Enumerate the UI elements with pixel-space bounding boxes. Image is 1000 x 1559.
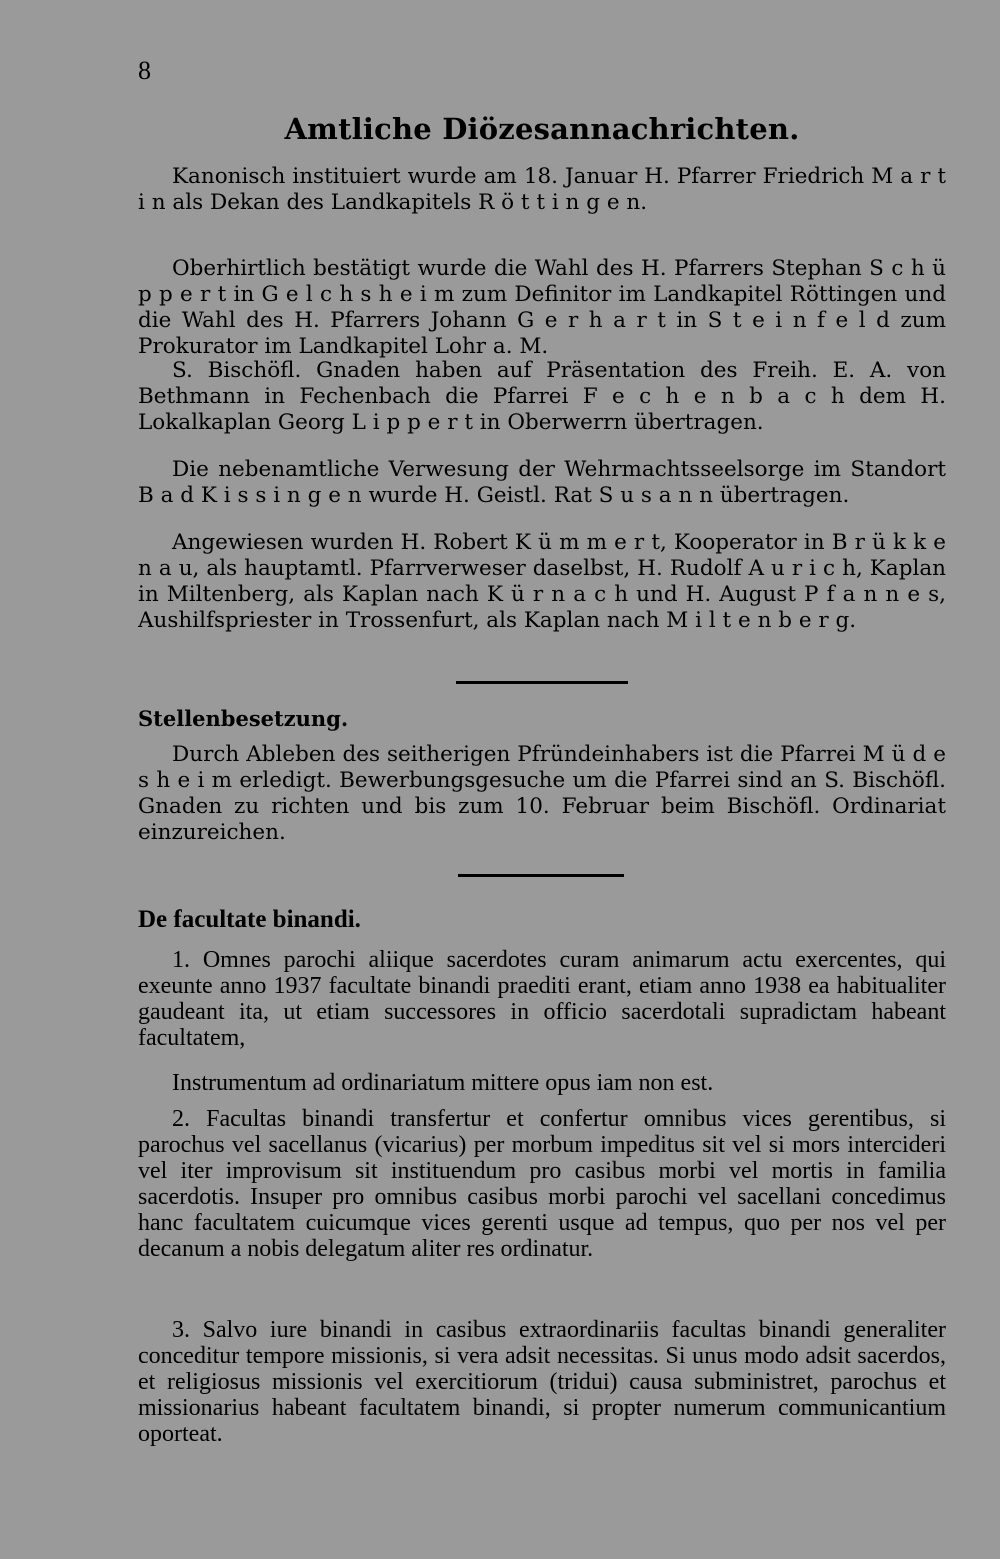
paragraph-presentation: S. Bischöfl. Gnaden haben auf Präsentation des Freih. E. A. von Bethmann in Fechenbach die Pfarrei F e c h e n b a c h dem H. Lokalkaplan Georg L i p p e r t in Oberwerrn übertragen.	[138, 358, 946, 435]
paragraph-vacancy: Durch Ableben des seitherigen Pfründeinhabers ist die Pfarrei M ü d e s h e i m erledigt. Bewerbungsgesuche um die Pfarrei sind an S. Bischöfl. Gnaden zu richten und bis zum 10. Februar beim Bischöfl. Ordinariat einzureichen.	[138, 742, 946, 845]
section-heading-stellenbesetzung: Stellenbesetzung.	[138, 706, 349, 731]
paragraph-latin-1b: Instrumentum ad ordinariatum mittere opus iam non est.	[172, 1070, 714, 1096]
page-number: 8	[138, 56, 151, 85]
paragraph-confirmation: Oberhirtlich bestätigt wurde die Wahl des H. Pfarrers Stephan S c h ü p p e r t in G e l c h s h e i m zum Definitor im Landkapitel Röttingen und die Wahl des H. Pfarrers Johann G e r h a r t in S t e i n f e l d zum Prokurator im Landkapitel Lohr a. M.	[138, 256, 946, 359]
section-divider	[458, 874, 624, 877]
paragraph-installation: Kanonisch instituiert wurde am 18. Januar H. Pfarrer Friedrich M a r t i n als Dekan des Landkapitels R ö t t i n g e n.	[138, 164, 946, 215]
section-divider	[456, 681, 628, 684]
paragraph-latin-1: 1. Omnes parochi aliique sacerdotes curam animarum actu exercentes, qui exeunte anno 1937 facultate binandi praediti erant, etiam anno 1938 ea habitualiter gaudeant ita, ut etiam successores in officio sacerdotali supradictam habeant facultatem,	[138, 947, 946, 1051]
paragraph-latin-3: 3. Salvo iure binandi in casibus extraordinariis facultas binandi generaliter conceditur tempore missionis, si vera adsit necessitas. Si unus modo adsit sacerdos, et religiosus missionis vel exercitiorum (tridui) causa subministret, parochus et missionarius habeant facultatem binandi, si propter numerum communicantium oporteat.	[138, 1317, 946, 1447]
page-title: Amtliche Diözesannachrichten.	[284, 112, 800, 146]
paragraph-assignments: Angewiesen wurden H. Robert K ü m m e r t, Kooperator in B r ü k k e n a u, als hauptamtl. Pfarrverweser daselbst, H. Rudolf A u r i c h, Kaplan in Miltenberg, als Kaplan nach K ü r n a c h und H. August P f a n n e s, Aushilfspriester in Trossenfurt, als Kaplan nach M i l t e n b e r g.	[138, 530, 946, 633]
section-heading-facultate: De facultate binandi.	[138, 906, 361, 933]
paragraph-latin-2: 2. Facultas binandi transfertur et confertur omnibus vices gerentibus, si parochus vel sacellanus (vicarius) per morbum impeditus sit vel si mors intercideri vel iter improvisum sit instituendum pro casibus morbi vel mortis in familia sacerdotis. Insuper pro omnibus casibus morbi parochi vel sacellani concedimus hanc facultatem cuicumque vices gerenti usque ad tempus, quo per nos vel per decanum a nobis delegatum aliter res ordinatur.	[138, 1106, 946, 1262]
paragraph-military-chaplaincy: Die nebenamtliche Verwesung der Wehrmachtsseelsorge im Standort B a d K i s s i n g e n wurde H. Geistl. Rat S u s a n n übertragen.	[138, 457, 946, 508]
